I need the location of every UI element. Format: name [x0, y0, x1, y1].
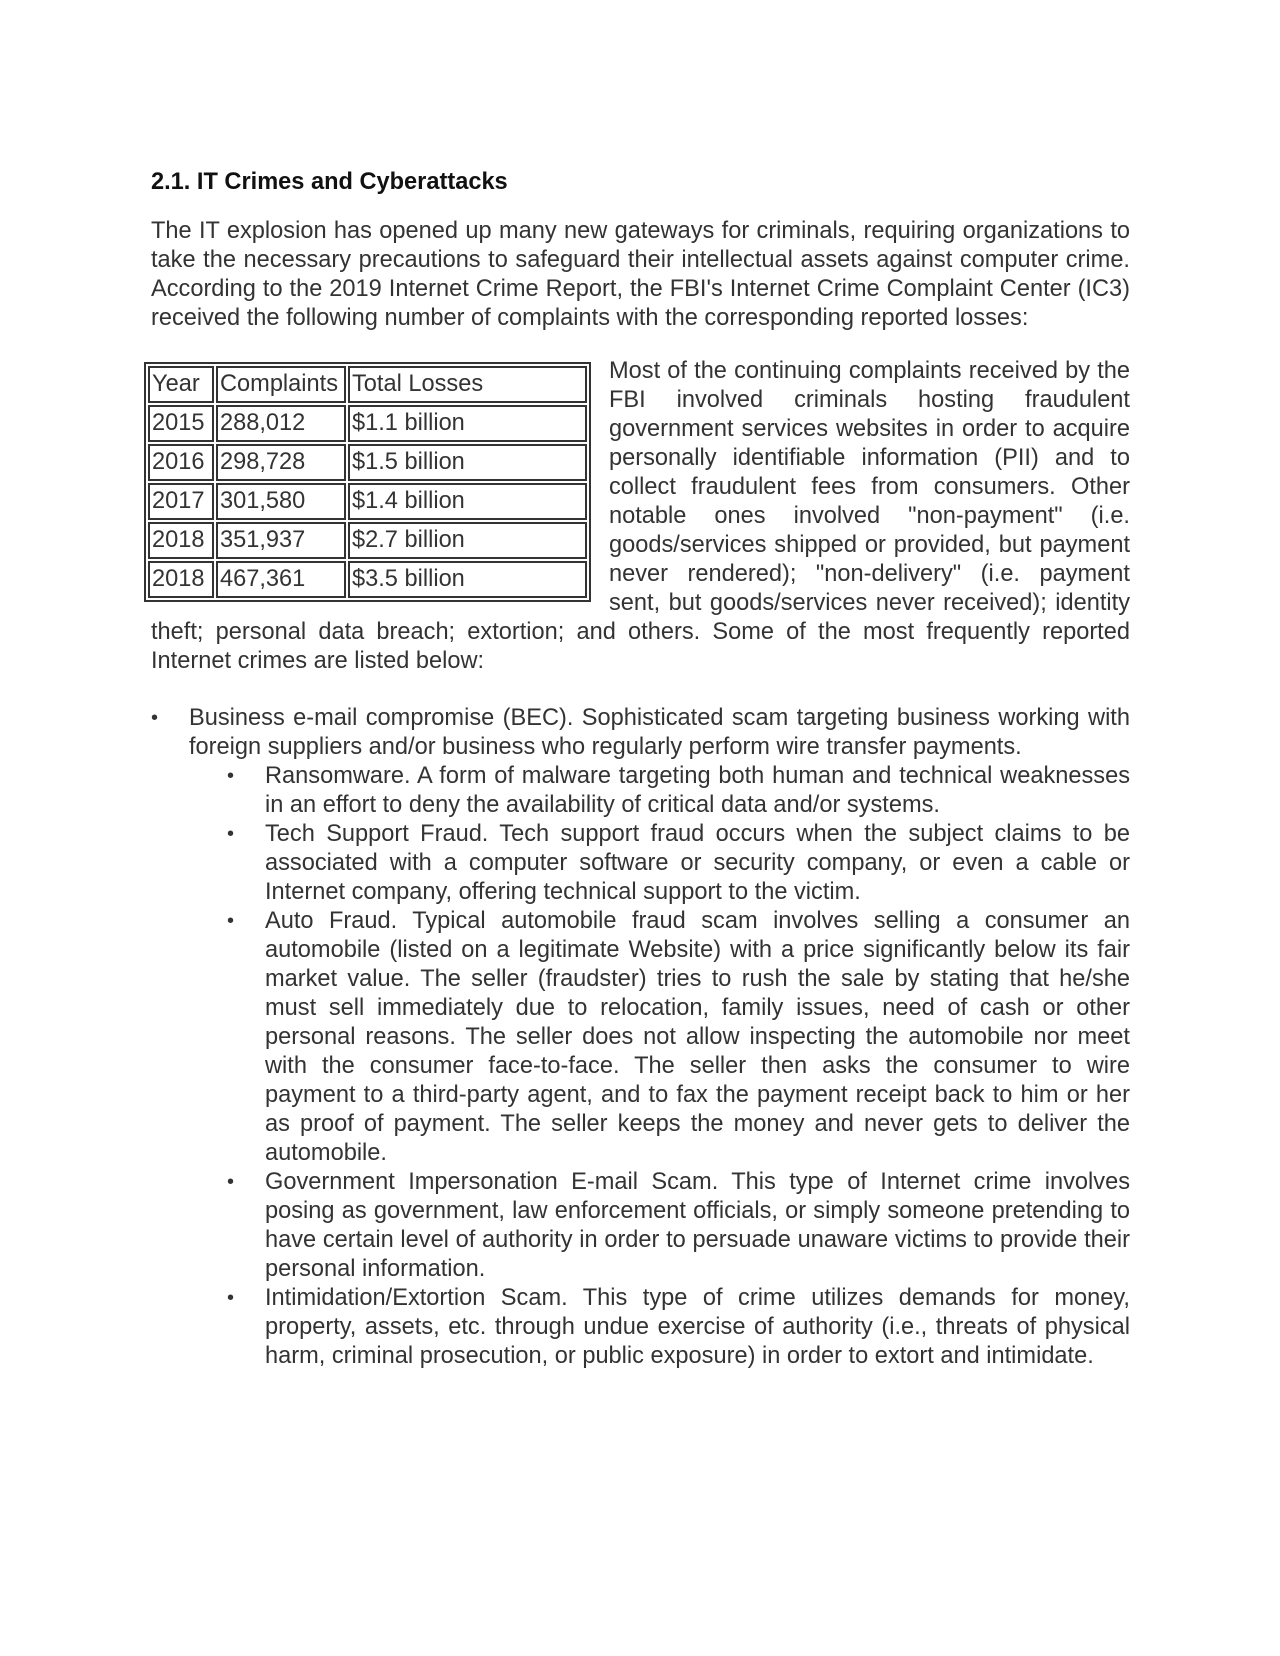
cell-year: 2016 [148, 444, 214, 481]
table-row [148, 405, 587, 442]
bullet-icon: • [227, 1171, 235, 1193]
list-item [151, 907, 1130, 1168]
cell-total-losses: $3.5 billion [348, 561, 587, 598]
bullet-icon: • [227, 1287, 235, 1309]
header-cell-complaints: Complaints [216, 366, 346, 403]
table-header-row [148, 366, 587, 403]
crime-list [151, 704, 1130, 1371]
list-item [151, 704, 1130, 762]
cell-total-losses: $1.1 billion [348, 405, 587, 442]
list-item-text: Business e-mail compromise (BEC). Sophisticated scam targeting business working with foreign suppliers and/or business who regularly perform wire transfer payments. [189, 705, 1130, 760]
cell-total-losses: $1.4 billion [348, 483, 587, 520]
document-page [151, 168, 1130, 1371]
cell-year: 2018 [148, 561, 214, 598]
cell-year: 2015 [148, 405, 214, 442]
section-heading: 2.1. IT Crimes and Cyberattacks [151, 169, 508, 195]
list-item [151, 762, 1130, 820]
cell-complaints: 301,580 [216, 483, 346, 520]
table-row [148, 483, 587, 520]
cell-year: 2017 [148, 483, 214, 520]
bullet-icon: • [227, 910, 235, 932]
side-paragraph: Most of the continuing complaints received by the FBI involved criminals hosting fraudulent government services websites in order to acquire personally identifiable information (PII) and to collect fraudulent fees from consumers. Other notable ones involved "non-payment" (i.e. goods/services shipped or provided, but payment never rendered); "non-delivery" (i.e. payment sent, but goods/services never received); identity theft; personal data breach; extortion; and others. Some of the most frequently reported Internet crimes are listed below: [151, 358, 1130, 674]
header-cell-year: Year [148, 366, 214, 403]
header-cell-total-losses: Total Losses [348, 366, 587, 403]
list-item-text: Auto Fraud. Typical automobile fraud scam involves selling a consumer an automobile (listed on a legitimate Website) with a price significantly below its fair market value. The seller (fraudster) tries to rush the sale by stating that he/she must sell immediately due to relocation, family issues, need of cash or other personal reasons. The seller does not allow inspecting the automobile nor meet with the consumer face-to-face. The seller then asks the consumer to wire payment to a third-party agent, and to fax the payment receipt back to him or her as proof of payment. The seller keeps the money and never gets to deliver the automobile. [265, 908, 1130, 1166]
list-item-text: Intimidation/Extortion Scam. This type of crime utilizes demands for money, property, assets, etc. through undue exercise of authority (i.e., threats of physical harm, criminal prosecution, or public exposure) in order to extort and intimidate. [265, 1285, 1130, 1369]
cell-total-losses: $2.7 billion [348, 522, 587, 559]
complaints-table [144, 362, 591, 602]
table-and-text-block [151, 357, 1130, 676]
bullet-icon: • [227, 765, 235, 787]
bullet-icon: • [151, 707, 159, 729]
list-item [151, 820, 1130, 907]
list-item-text: Government Impersonation E-mail Scam. This type of Internet crime involves posing as government, law enforcement officials, or simply someone pretending to have certain level of authority in order to persuade unaware victims to provide their personal information. [265, 1169, 1130, 1282]
cell-complaints: 351,937 [216, 522, 346, 559]
table-row [148, 522, 587, 559]
table-row [148, 561, 587, 598]
cell-complaints: 467,361 [216, 561, 346, 598]
intro-paragraph: The IT explosion has opened up many new gateways for criminals, requiring organizations to take the necessary precautions to safeguard their intellectual assets against computer crime. According to the 2019 Internet Crime Report, the FBI's Internet Crime Complaint Center (IC3) received the following number of complaints with the corresponding reported losses: [151, 218, 1130, 331]
cell-total-losses: $1.5 billion [348, 444, 587, 481]
list-item [151, 1168, 1130, 1284]
list-item [151, 1284, 1130, 1371]
table-row [148, 444, 587, 481]
cell-complaints: 298,728 [216, 444, 346, 481]
list-item-text: Ransomware. A form of malware targeting both human and technical weaknesses in an effort to deny the availability of critical data and/or systems. [265, 763, 1130, 818]
list-item-text: Tech Support Fraud. Tech support fraud occurs when the subject claims to be associated with a computer software or security company, or even a cable or Internet company, offering technical support to the victim. [265, 821, 1130, 905]
cell-complaints: 288,012 [216, 405, 346, 442]
bullet-icon: • [227, 823, 235, 845]
cell-year: 2018 [148, 522, 214, 559]
